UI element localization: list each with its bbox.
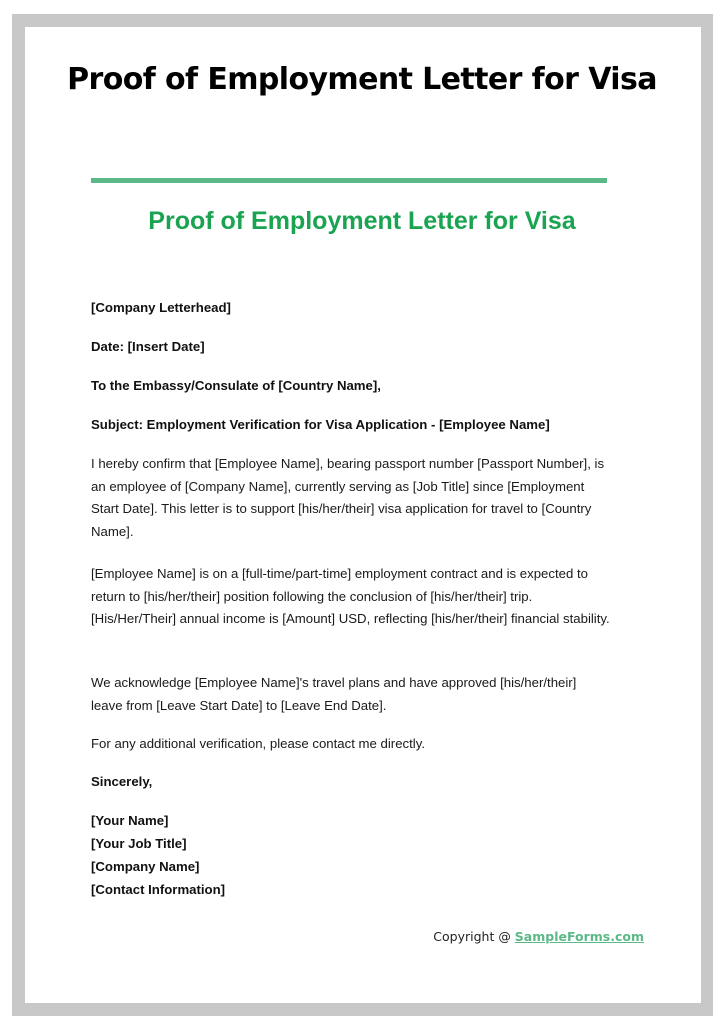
signature-job-title: [Your Job Title]: [91, 836, 187, 851]
document-title: Proof of Employment Letter for Visa: [148, 207, 576, 235]
letterhead: [Company Letterhead]: [91, 300, 231, 315]
date-line: Date: [Insert Date]: [91, 339, 205, 354]
title-divider: [91, 178, 607, 183]
subject-line: Subject: Employment Verification for Visa Application - [Employee Name]: [91, 417, 550, 432]
paragraph-contact: For any additional verification, please contact me directly.: [91, 736, 426, 751]
paragraph-contract: [Employee Name] is on a [full-time/part-time] employment contract and is expected to return to [his/her/their] position following the conclusion of [his/her/their] trip. [His/Her/Their] annual income is [Amount] USD, reflecting [his/her/their] financial stability.: [91, 566, 610, 626]
closing: Sincerely,: [91, 774, 153, 789]
paragraph-confirmation: I hereby confirm that [Employee Name], bearing passport number [Passport Number], is an employee of [Company Name], currently serving as [Job Title] since [Employment Start Date]. This letter is to support [his/her/their] visa application for travel to [Country Name].: [91, 456, 605, 539]
paragraph-leave: We acknowledge [Employee Name]'s travel plans and have approved [his/her/their] leave from [Leave Start Date] to [Leave End Date].: [91, 675, 577, 713]
signature-contact: [Contact Information]: [91, 882, 226, 897]
copyright-link[interactable]: SampleForms.com: [514, 929, 644, 944]
signature-name: [Your Name]: [91, 813, 169, 828]
page-title: Proof of Employment Letter for Visa: [67, 62, 657, 97]
recipient-line: To the Embassy/Consulate of [Country Name],: [91, 378, 381, 393]
copyright-prefix: Copyright @: [433, 929, 515, 944]
copyright-notice: [433, 929, 644, 944]
signature-company: [Company Name]: [91, 859, 200, 874]
